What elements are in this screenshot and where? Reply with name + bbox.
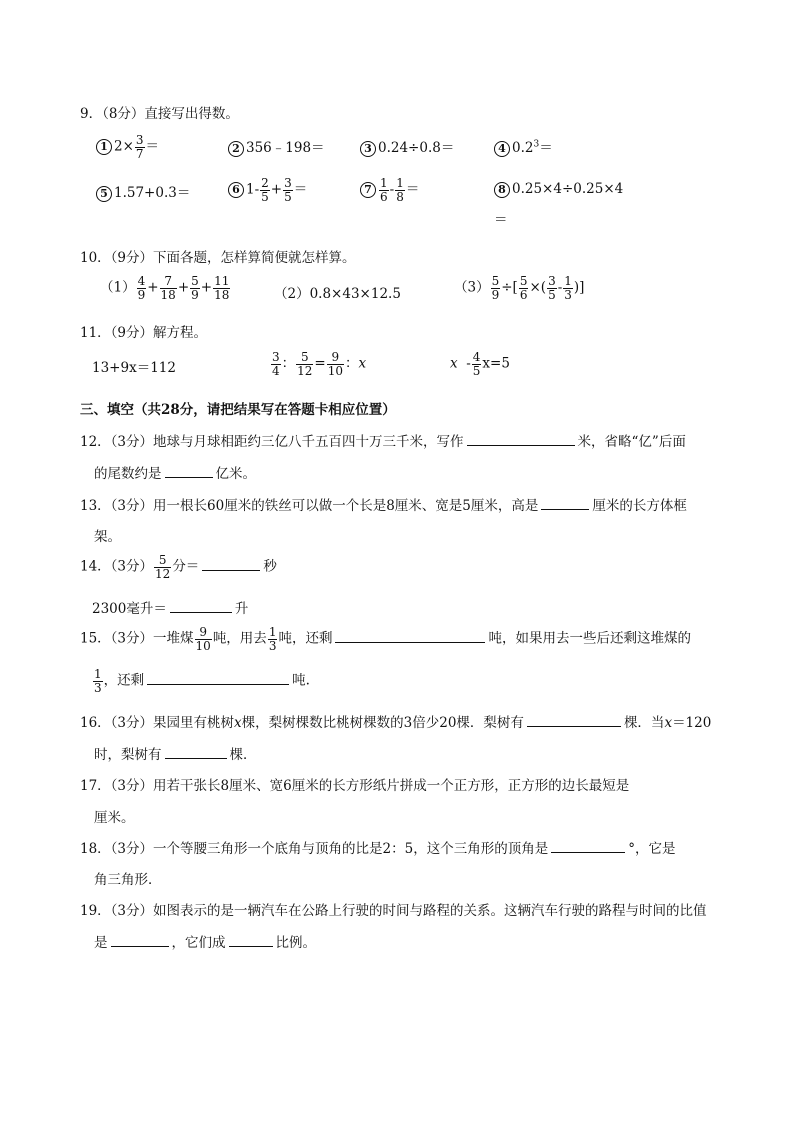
q17-line-2: 厘米。 (94, 810, 135, 826)
q14-blank-2[interactable] (170, 599, 232, 613)
q11-header: 11．（9分）解方程。 (80, 325, 208, 341)
q9-item-1: 1 2× $\frac{3}{7}$ ＝ (96, 134, 159, 160)
q16-blank-1[interactable] (527, 713, 621, 727)
q19-blank-1[interactable] (111, 933, 169, 947)
q11-equation-3: x - $\frac{4}{5}$ x=5 (450, 350, 510, 378)
q14-line-2: 2300毫升＝ 升 (92, 601, 249, 617)
q19-line-2: 是 ，它们成 比例。 (94, 935, 316, 951)
q16-line-1: 16．（3分）果园里有桃树x棵，梨树棵数比桃树棵数的3倍少20棵．梨树有 棵．当x＝120 (80, 715, 712, 731)
q9-header: 9．（8分）直接写出得数。 (80, 106, 239, 122)
q9-item-8-equals: ＝ (494, 212, 508, 228)
q18-blank[interactable] (551, 839, 625, 853)
q14-blank-1[interactable] (202, 557, 260, 571)
q10-part-2: （2）0.8×43×12.5 (274, 286, 401, 302)
q10-part-3: （3） $\frac{5}{9}$ ÷[ $\frac{5}{6}$ ×( $\frac{3}{5}$ - $\frac{1}{3}$ )] (454, 274, 585, 302)
q13-line-1: 13．（3分）用一根长60厘米的铁丝可以做一个长是8厘米、宽是5厘米，高是 厘米的长方体框 (80, 498, 687, 514)
q9-item-5: 5 1.57+0.3＝ (96, 181, 190, 202)
q12-line-2: 的尾数约是 亿米。 (94, 466, 256, 482)
q9-item-8: 8 0.25×4÷0.25×4 (494, 181, 623, 198)
q9-item-2: 2 356﹣198＝ (228, 136, 325, 157)
q16-blank-2[interactable] (165, 745, 227, 759)
q11-equation-1: 13+9x＝112 (92, 360, 176, 376)
q14-line-1: 14．（3分） $\frac{5}{12}$ 分＝ 秒 (80, 553, 277, 581)
q10-header: 10．（9分）下面各题，怎样算简便就怎样算。 (80, 250, 356, 266)
q9-item-7: 7 $\frac{1}{6}$ - $\frac{1}{8}$ ＝ (360, 177, 419, 203)
q19-blank-2[interactable] (229, 933, 273, 947)
q12-line-1: 12．（3分）地球与月球相距约三亿八千五百四十万三千米，写作 米，省略“亿”后面 (80, 434, 686, 450)
q9-item-4: 4 $0.2^3=$ (494, 136, 553, 157)
q15-line-1: 15．（3分）一堆煤 $\frac{9}{10}$ 吨，用去 $\frac{1}{3}$ 吨，还剩 吨，如果用去一些后还剩这堆煤的 (80, 625, 691, 653)
q13-blank[interactable] (541, 496, 589, 510)
q18-line-2: 角三角形． (94, 872, 162, 888)
q12-blank-1[interactable] (467, 432, 575, 446)
q19-line-1: 19．（3分）如图表示的是一辆汽车在公路上行驶的时间与路程的关系。这辆汽车行驶的路程与时间的比值 (80, 903, 707, 919)
q15-blank-1[interactable] (335, 629, 485, 643)
q10-part-1: （1） $\frac{4}{9}$ + $\frac{7}{18}$ + $\frac{5}{9}$ + $\frac{11}{18}$ (100, 274, 230, 302)
q9-item-3: 3 0.24÷0.8＝ (360, 136, 454, 157)
q9-item-6: 6 1- $\frac{2}{5}$ + $\frac{3}{5}$ ＝ (228, 177, 307, 203)
q11-equation-2: $\frac{3}{4}$ ： $\frac{5}{12}$ = $\frac{9}{10}$ ：x (272, 350, 367, 378)
q16-line-2: 时，梨树有 棵． (94, 747, 257, 763)
q13-line-2: 架。 (94, 529, 121, 545)
q18-line-1: 18．（3分）一个等腰三角形一个底角与顶角的比是2：5，这个三角形的顶角是 °，它是 (80, 841, 676, 857)
q15-blank-2[interactable] (147, 671, 289, 685)
q17-line-1: 17．（3分）用若干张长8厘米、宽6厘米的长方形纸片拼成一个正方形，正方形的边长最短是 (80, 778, 630, 794)
section-3-heading: 三、填空（共28分，请把结果写在答题卡相应位置） (80, 402, 396, 418)
q15-line-2: $\frac{1}{3}$ ，还剩 吨. (94, 667, 310, 695)
q12-blank-2[interactable] (165, 464, 213, 478)
